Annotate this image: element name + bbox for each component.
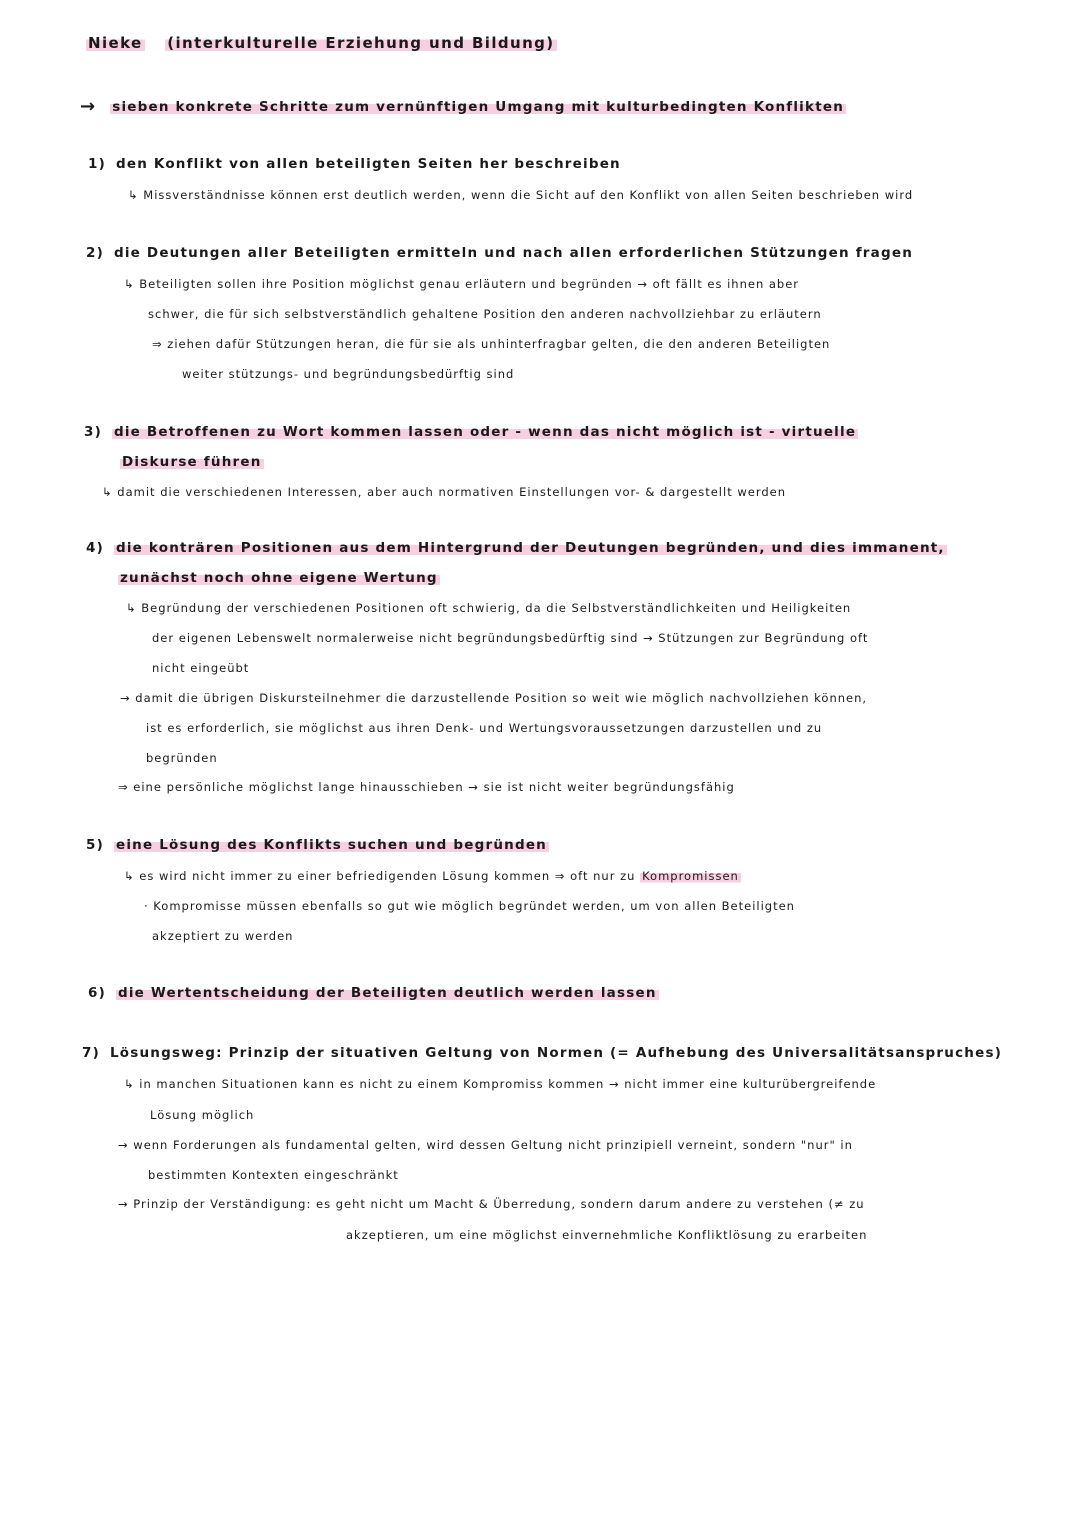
step-3-note-1: ↳ damit die verschiedenen Interessen, aber auch normativen Einstellungen vor- & dargestellt werden [102, 485, 787, 499]
step-1-note-1: ↳ Missverständnisse können erst deutlich werden, wenn die Sicht auf den Konflikt von allen Seiten beschrieben wird [128, 188, 914, 202]
step-title-cont: Diskurse führen [122, 454, 262, 470]
step-1-heading [88, 156, 621, 172]
step-4-note-2: der eigenen Lebenswelt normalerweise nicht begründungsbedürftig sind → Stützungen zur Begründung oft [152, 631, 869, 645]
step-title: die Betroffenen zu Wort kommen lassen oder - wenn das nicht möglich ist - virtuelle [113, 424, 857, 440]
step-5-heading [86, 837, 549, 853]
step-title: die Deutungen aller Beteiligten ermitteln und nach allen erforderlichen Stützungen fragen [113, 245, 914, 261]
step-7-note-3: → wenn Forderungen als fundamental gelten, wird dessen Geltung nicht prinzipiell verneint, sondern "nur" in [118, 1138, 853, 1152]
step-7-note-4: bestimmten Kontexten eingeschränkt [148, 1168, 399, 1182]
step-title: Lösungsweg: Prinzip der situativen Geltung von Normen (= Aufhebung des Universalitätsanspruches) [109, 1045, 1003, 1061]
intro-line [80, 96, 846, 117]
step-7-note-6: akzeptieren, um eine möglichst einvernehmliche Konfliktlösung zu erarbeiten [346, 1228, 868, 1242]
step-number: 7) [82, 1045, 100, 1061]
step-4-note-4: → damit die übrigen Diskursteilnehmer die darzustellende Position so weit wie möglich nachvollziehen können, [120, 691, 868, 705]
step-2-note-2: schwer, die für sich selbstverständlich gehaltene Position den anderen nachvollziehbar zu erläutern [148, 307, 822, 321]
step-2-note-4: weiter stützungs- und begründungsbedürftig sind [182, 367, 515, 381]
step-3-heading-cont [120, 454, 264, 470]
step-5-note-3: akzeptiert zu werden [152, 929, 294, 943]
step-2-note-3: ⇒ ziehen dafür Stützungen heran, die für sie als unhinterfragbar gelten, die den anderen Beteiligten [152, 337, 831, 351]
step-number: 2) [86, 245, 104, 261]
step-4-note-6: begründen [146, 751, 218, 765]
step-7-note-5: → Prinzip der Verständigung: es geht nicht um Macht & Überredung, sondern darum andere zu verstehen (≠ zu [118, 1197, 865, 1211]
step-number: 3) [84, 424, 102, 440]
intro-text: sieben konkrete Schritte zum vernünftigen Umgang mit kulturbedingten Konflikten [112, 99, 845, 115]
step-2-heading [86, 245, 913, 261]
step-6-heading [88, 985, 659, 1001]
step-7-heading [82, 1045, 1002, 1061]
step-5-note-2: · Kompromisse müssen ebenfalls so gut wie möglich begründet werden, um von allen Beteiligten [144, 899, 795, 913]
step-7-note-1: ↳ in manchen Situationen kann es nicht zu einem Kompromiss kommen → nicht immer eine kulturübergreifende [124, 1077, 877, 1091]
step-2-note-1: ↳ Beteiligten sollen ihre Position möglichst genau erläutern und begründen → oft fällt es ihnen aber [124, 277, 800, 291]
step-number: 4) [86, 540, 104, 556]
step-5-note-1 [124, 869, 741, 883]
step-title: eine Lösung des Konflikts suchen und begründen [115, 837, 547, 853]
step-4-heading [86, 540, 947, 556]
step-number: 6) [88, 985, 106, 1001]
step-7-note-2: Lösung möglich [150, 1108, 255, 1122]
step-4-note-1: ↳ Begründung der verschiedenen Positionen oft schwierig, da die Selbstverständlichkeiten und Heiligkeiten [126, 601, 852, 615]
step-title: die konträren Positionen aus dem Hintergrund der Deutungen begründen, und dies immanent, [115, 540, 945, 556]
step-3-heading [84, 424, 858, 440]
arrow-right-icon: → [80, 96, 97, 117]
highlight-kompromissen: Kompromissen [642, 869, 739, 883]
step-number: 5) [86, 837, 104, 853]
step-4-note-7: ⇒ eine persönliche möglichst lange hinausschieben → sie ist nicht weiter begründungsfähig [118, 780, 735, 794]
page-title [86, 34, 557, 52]
step-number: 1) [88, 156, 106, 172]
step-title-cont: zunächst noch ohne eigene Wertung [120, 570, 438, 586]
step-5-note-1-text: ↳ es wird nicht immer zu einer befriedigenden Lösung kommen ⇒ oft nur zu [124, 869, 636, 883]
step-title: die Wertentscheidung der Beteiligten deutlich werden lassen [117, 985, 657, 1001]
step-title: den Konflikt von allen beteiligten Seiten her beschreiben [115, 156, 621, 172]
step-4-heading-cont [118, 570, 440, 586]
author-name: Nieke [88, 34, 143, 52]
step-4-note-5: ist es erforderlich, sie möglichst aus ihren Denk- und Wertungsvoraussetzungen darzustellen und zu [146, 721, 823, 735]
title-subtitle: (interkulturelle Erziehung und Bildung) [167, 34, 555, 52]
step-4-note-3: nicht eingeübt [152, 661, 250, 675]
